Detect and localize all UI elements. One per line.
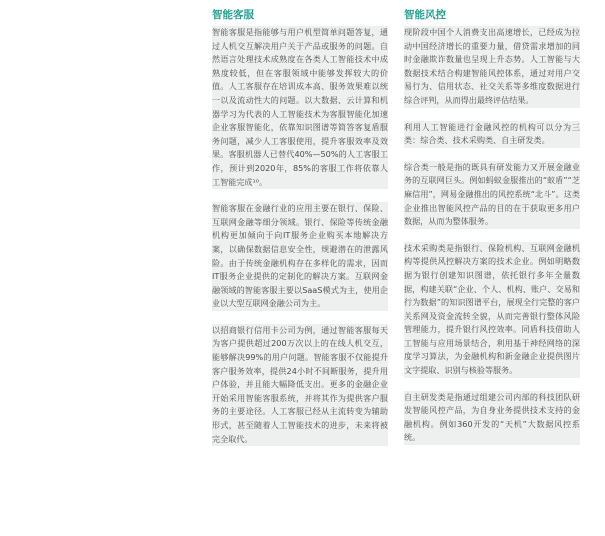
right-column	[404, 8, 580, 458]
paragraph: 以招商银行信用卡公司为例，通过智能客服每天为客户提供超过200万次以上的在线人机交互，能够解决99%的用户问题。智能客服不仅能提升客户服务效率，提供24小时不间断服务，提升用户体验，并且能大幅降低支出。更多的金融企业开始采用智能客服系统，并将其作为提供客户服务的主要途径。人工客服已经从主流转变为辅助形式，甚至随着人工智能技术的进步，未来将被完全取代。	[212, 324, 388, 446]
left-column	[212, 8, 388, 459]
paragraph: 自主研发类是指通过组建公司内部的科技团队研发智能风控产品，为自身业务提供技术支持的金融机构。例如360开发的“天机”大数据风控系统。	[404, 391, 580, 445]
paragraph: 智能客服是指能够与用户机型简单问题答复，通过人机交互解决用户关于产品或服务的问题。自然语言处理技术成熟度在各类人工智能技术中成熟度较低，但在客服领域中能够发挥较大的价值。人工客服存在培训成本高、服务效果难以统一以及流动性大的问题。以大数据、云计算和机器学习为代表的人工智能技术为客服智能化加速企业客服智能化，依靠知识图谱等简答客复盾服务问题，减少人工客服使用，提升客服效率及效果。客服机器人已替代40%—50%的人工客服工作，预计到2020年，85%的客服工作将依靠人工智能完成¹⁰。	[212, 26, 388, 189]
paragraph: 智能客服在金融行业的应用主要在银行、保险、互联网金融等细分领域。银行、保险等传统金融机构更加倾向于向IT服务企业购买本地解决方案，以确保数据信息安全性，规避潜在的泄露风险。由于传统金融机构存在多样化的需求，因而IT服务企业提供的定制化的解决方案。互联网金融领域的智能客服主要以SaaS模式为主，使用企业以大型互联网金融公司为主。	[212, 202, 388, 311]
section-heading-smart-risk-control: 智能风控	[404, 9, 446, 21]
section-heading-smart-customer-service: 智能客服	[212, 9, 254, 21]
paragraph: 现阶段中国个人消费支出高速增长，已经成为拉动中国经济增长的重要力量，借贷需求增加的同时金融欺诈数量也呈现上升态势。人工智能与大数据技术结合构建智能风控体系，通过对用户交易行为、信用状态、社交关系等多维度数据进行综合评判，从而得出最终评估结果。	[404, 26, 580, 108]
paragraph: 利用人工智能进行金融风控的机构可以分为三类：综合类、技术采购类、自主研发类。	[404, 121, 580, 148]
paragraph: 综合类一般是指的既具有研发能力又开展金融业务的互联网巨头。例如蚂蚁金服推出的“蚁盾”“芝麻信用”，网易金融推出的风控系统“北斗”。这类企业推出智能风控产品的目的在于获取更多用户数据，从而为整体服务。	[404, 161, 580, 229]
paragraph: 技术采购类是指银行、保险机构、互联网金融机构等提供风控解决方案的技术企业。例如明略数据为银行创建知识图谱，依托银行多年全量数据，构建关联“企业、个人、机构、账户、交易和行为数据”的知识图谱平台，展现全行完整的客户关系网及资金流转全貌，从而完善银行整体风险管理能力，提升银行风控效率。同盾科技借助人工智能与应用场景结合，利用基于神经网络的深度学习算法，为金融机构和新金融企业提供图片文字提取、识别与核验等服务。	[404, 242, 580, 378]
